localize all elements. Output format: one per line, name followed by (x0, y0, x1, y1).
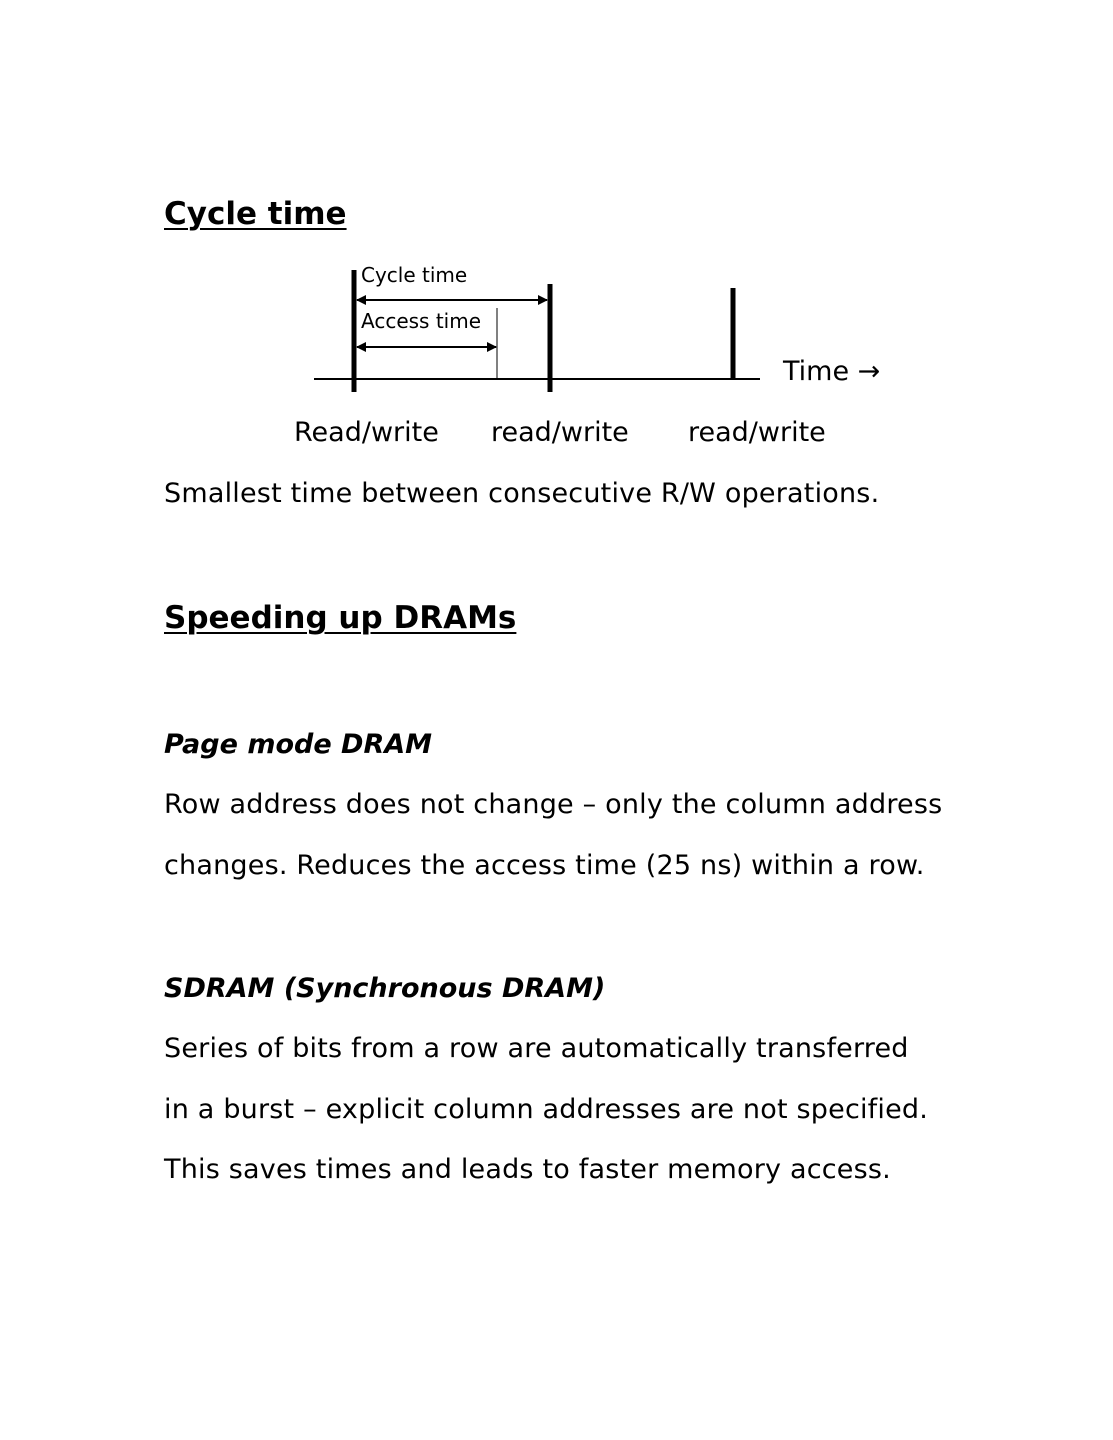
sdram-heading: SDRAM (Synchronous DRAM) (164, 973, 606, 1004)
op-label-1: Read/write (294, 417, 439, 448)
sdram-line-2: in a burst – explicit column addresses are not specified. (164, 1094, 929, 1125)
page-mode-line-2: changes. Reduces the access time (25 ns) within a row. (164, 850, 925, 881)
access-time-label: Access time (361, 309, 482, 333)
op-label-3: read/write (688, 417, 826, 448)
page-mode-line-1: Row address does not change – only the column address (164, 789, 943, 820)
speeding-up-drams-heading: Speeding up DRAMs (164, 600, 517, 636)
op-label-2: read/write (491, 417, 629, 448)
cycle-time-diagram (0, 0, 1113, 470)
cycle-time-heading: Cycle time (164, 196, 347, 232)
sdram-line-1: Series of bits from a row are automatically transferred (164, 1033, 909, 1064)
time-axis-label: Time → (783, 356, 881, 387)
cycle-time-description: Smallest time between consecutive R/W operations. (164, 478, 880, 509)
page-mode-heading: Page mode DRAM (164, 729, 433, 760)
sdram-line-3: This saves times and leads to faster memory access. (164, 1154, 891, 1185)
cycle-time-label: Cycle time (361, 263, 468, 287)
